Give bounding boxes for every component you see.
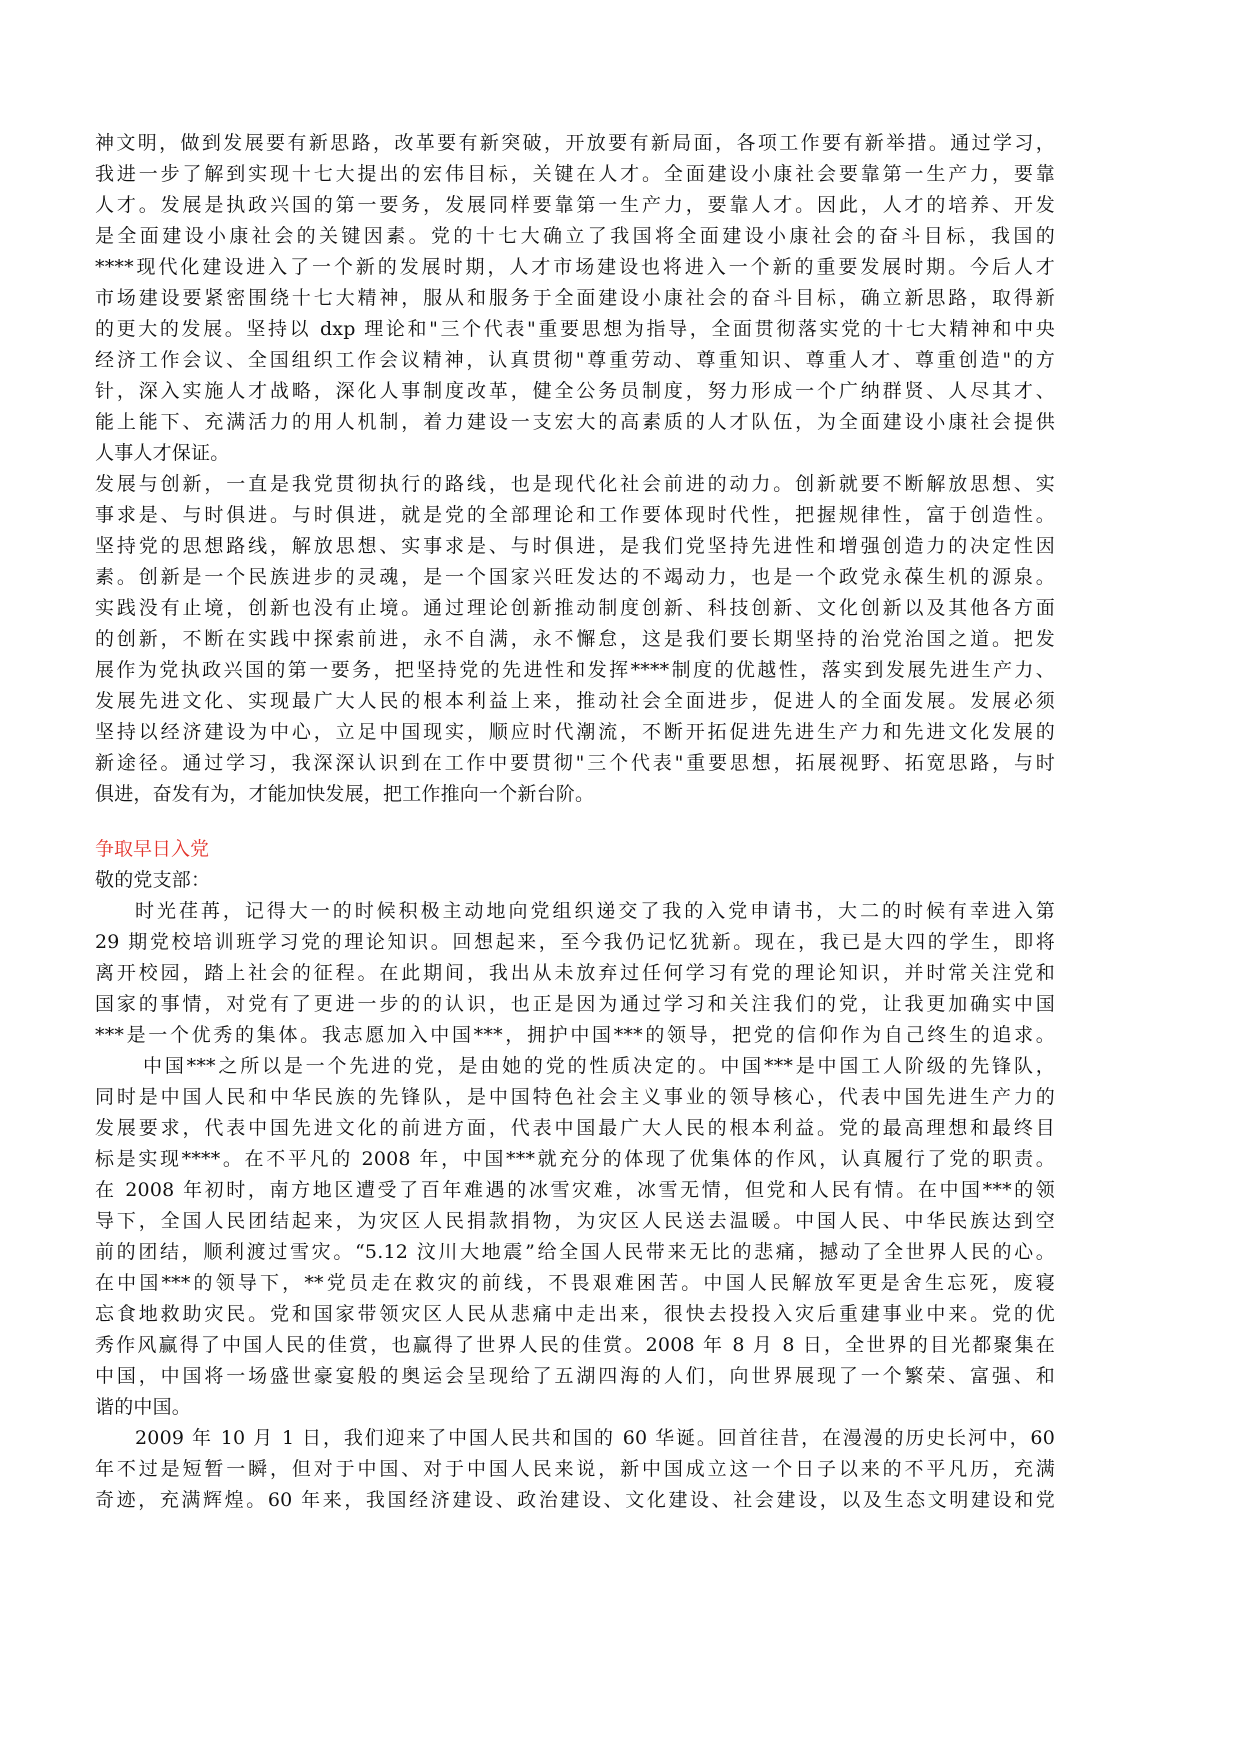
text-line: 实践没有止境，创新也没有止境。通过理论创新推动制度创新、科技创新、文化创新以及其他各方面 — [95, 597, 1055, 619]
text-line: 秀作风赢得了中国人民的佳赏，也赢得了世界人民的佳赏。2008 年 8 月 8 日，全世界的目光都聚集在 — [95, 1334, 1055, 1356]
text-line: 离开校园，踏上社会的征程。在此期间，我出从未放弃过任何学习有党的理论知识，并时常关注党和 — [95, 962, 1055, 984]
text-line: 中国***之所以是一个先进的党，是由她的党的性质决定的。中国***是中国工人阶级的先锋队， — [143, 1055, 1055, 1077]
paragraph-innovation — [95, 469, 1055, 810]
text-line: 展作为党执政兴国的第一要务，把坚持党的先进性和发挥****制度的优越性，落实到发展先进生产力、 — [95, 659, 1055, 681]
text-line: 中国，中国将一场盛世豪宴般的奥运会呈现给了五湖四海的人们，向世界展现了一个繁荣、富强、和 — [95, 1365, 1055, 1387]
text-line: 在中国***的领导下，**党员走在救灾的前线，不畏艰难困苦。中国人民解放军更是舍生忘死，废寝 — [95, 1272, 1055, 1294]
text-line: 标是实现****。在不平凡的 2008 年，中国***就充分的体现了优集体的作风，认真履行了党的职责。 — [95, 1148, 1055, 1170]
text-line: 事求是、与时俱进。与时俱进，就是党的全部理论和工作要体现时代性，把握规律性，富于创造性。 — [95, 504, 1055, 526]
text-line: 的创新，不断在实践中探索前进，永不自满，永不懈怠，这是我们要长期坚持的治党治国之道。把发 — [95, 628, 1055, 650]
text-line: 人事人才保证。 — [95, 442, 230, 464]
text-line: 能上能下、充满活力的用人机制，着力建设一支宏大的高素质的人才队伍，为全面建设小康社会提供 — [95, 411, 1055, 433]
text-line: 发展要求，代表中国先进文化的前进方面，代表中国最广大人民的根本利益。党的最高理想和最终目 — [95, 1117, 1055, 1139]
salutation: 敬的党支部： — [95, 869, 211, 891]
text-line: 市场建设要紧密围绕十七大精神，服从和服务于全面建设小康社会的奋斗目标，确立新思路，取得新 — [95, 287, 1055, 309]
text-line: 奇迹，充满辉煌。60 年来，我国经济建设、政治建设、文化建设、社会建设，以及生态文明建设和党 — [95, 1489, 1055, 1511]
text-line: 经济工作会议、全国组织工作会议精神，认真贯彻"尊重劳动、尊重知识、尊重人才、尊重创造"的方 — [95, 349, 1055, 371]
document-page — [95, 128, 1055, 1516]
text-line: 俱进，奋发有为，才能加快发展，把工作推向一个新台阶。 — [95, 783, 595, 805]
text-line: 我进一步了解到实现十七大提出的宏伟目标，关键在人才。全面建设小康社会要靠第一生产力，要靠 — [95, 163, 1055, 185]
paragraph-talent — [95, 128, 1055, 469]
text-line: 导下，全国人民团结起来，为灾区人民捐款捐物，为灾区人民送去温暖。中国人民、中华民族达到空 — [95, 1210, 1055, 1232]
text-line: 发展与创新，一直是我党贯彻执行的路线，也是现代化社会前进的动力。创新就要不断解放思想、实 — [95, 473, 1055, 495]
section-spacer — [95, 810, 1055, 834]
text-line: 新途径。通过学习，我深深认识到在工作中要贯彻"三个代表"重要思想，拓展视野、拓宽思路，与时 — [95, 752, 1055, 774]
text-line: 国家的事情，对党有了更进一步的的认识，也正是因为通过学习和关注我们的党，让我更加确实中国 — [95, 993, 1055, 1015]
text-line: 发展先进文化、实现最广大人民的根本利益上来，推动社会全面进步，促进人的全面发展。发展必须 — [95, 690, 1055, 712]
text-line: 素。创新是一个民族进步的灵魂，是一个国家兴旺发达的不竭动力，也是一个政党永葆生机的源泉。 — [95, 566, 1055, 588]
paragraph-application — [95, 896, 1055, 1051]
text-line: 29 期党校培训班学习党的理论知识。回想起来，至今我仍记忆犹新。现在，我已是大四的学生，即将 — [95, 931, 1055, 953]
text-line: 2009 年 10 月 1 日，我们迎来了中国人民共和国的 60 华诞。回首往昔，在漫漫的历史长河中，60 — [135, 1427, 1055, 1449]
text-line: 在 2008 年初时，南方地区遭受了百年难遇的冰雪灾难，冰雪无情，但党和人民有情。在中国***的领 — [95, 1179, 1055, 1201]
text-line: 谐的中国。 — [95, 1396, 192, 1418]
text-line: 年不过是短暂一瞬，但对于中国、对于中国人民来说，新中国成立这一个日子以来的不平凡历，充满 — [95, 1458, 1055, 1480]
text-line: 时光荏苒，记得大一的时候积极主动地向党组织递交了我的入党申请书，大二的时候有幸进入第 — [135, 900, 1055, 922]
paragraph-anniversary — [95, 1423, 1055, 1516]
text-line: 人才。发展是执政兴国的第一要务，发展同样要靠第一生产力，要靠人才。因此，人才的培养、开发 — [95, 194, 1055, 216]
text-line: 的更大的发展。坚持以 dxp 理论和"三个代表"重要思想为指导，全面贯彻落实党的十七大精神和中央 — [95, 318, 1055, 340]
text-line: ***是一个优秀的集体。我志愿加入中国***，拥护中国***的领导，把党的信仰作为自己终生的追求。 — [95, 1024, 1055, 1046]
text-line: 针，深入实施人才战略，深化人事制度改革，健全公务员制度，努力形成一个广纳群贤、人尽其才、 — [95, 380, 1055, 402]
text-line: 同时是中国人民和中华民族的先锋队，是中国特色社会主义事业的领导核心，代表中国先进生产力的 — [95, 1086, 1055, 1108]
text-line: 忘食地救助灾民。党和国家带领灾区人民从悲痛中走出来，很快去投投入灾后重建事业中来。党的优 — [95, 1303, 1055, 1325]
text-line: 坚持以经济建设为中心，立足中国现实，顺应时代潮流，不断开拓促进先进生产力和先进文化发展的 — [95, 721, 1055, 743]
text-line: 前的团结，顺利渡过雪灾。“5.12 汶川大地震”给全国人民带来无比的悲痛，撼动了全世界人民的心。 — [95, 1241, 1055, 1263]
section-heading: 争取早日入党 — [95, 838, 210, 860]
paragraph-party-nature — [95, 1051, 1055, 1423]
text-line: ****现代化建设进入了一个新的发展时期，人才市场建设也将进入一个新的重要发展时期。今后人才 — [95, 256, 1055, 278]
text-line: 坚持党的思想路线，解放思想、实事求是、与时俱进，是我们党坚持先进性和增强创造力的决定性因 — [95, 535, 1055, 557]
text-line: 是全面建设小康社会的关键因素。党的十七大确立了我国将全面建设小康社会的奋斗目标，我国的 — [95, 225, 1055, 247]
text-line: 神文明，做到发展要有新思路，改革要有新突破，开放要有新局面，各项工作要有新举措。通过学习， — [95, 132, 1055, 154]
